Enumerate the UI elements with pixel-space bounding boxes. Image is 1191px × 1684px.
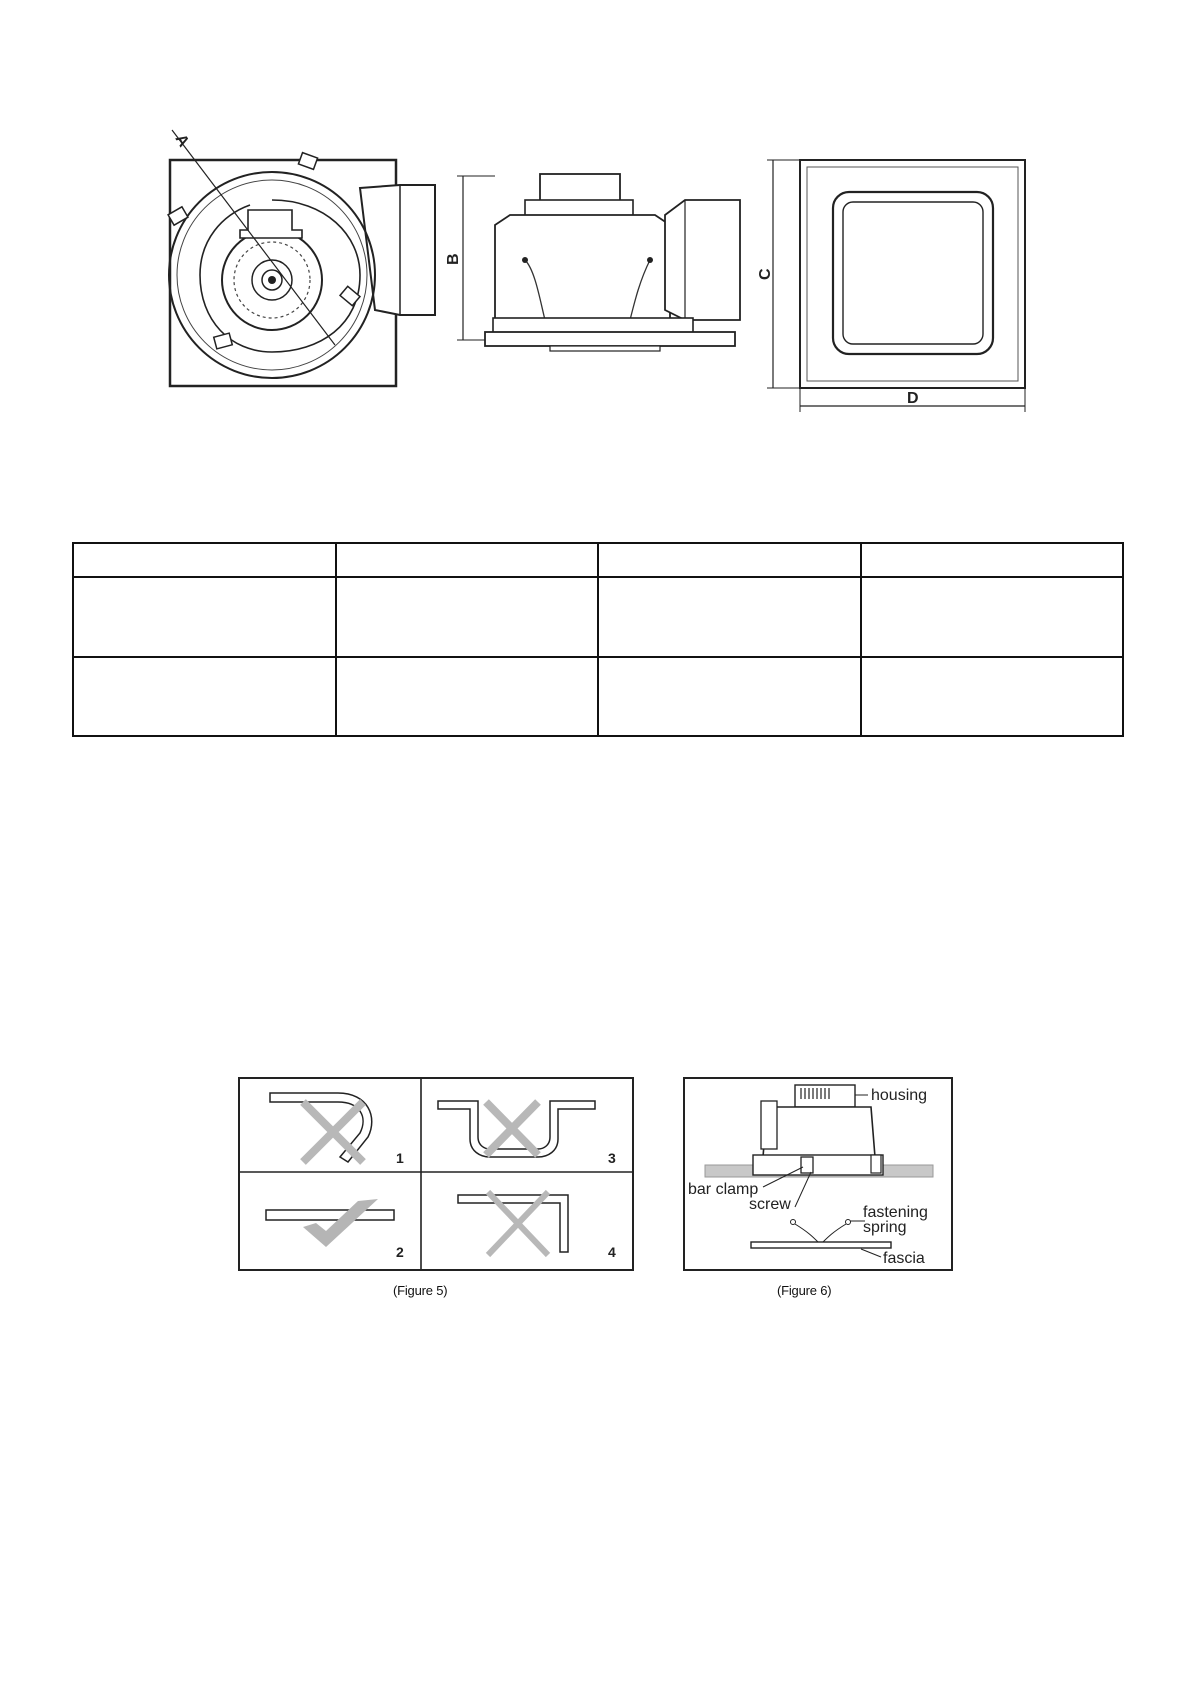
table-cell xyxy=(73,543,336,577)
table-cell xyxy=(336,543,599,577)
fan-front-view-drawing xyxy=(757,150,1040,420)
figure-6-caption: (Figure 6) xyxy=(777,1283,832,1298)
table-cell xyxy=(861,543,1124,577)
dimension-label-a: A xyxy=(171,131,193,151)
label-fastening: fastening xyxy=(863,1204,928,1221)
table-row xyxy=(73,543,1123,577)
table-cell xyxy=(336,577,599,657)
figure-5-duct-diagram xyxy=(238,1077,634,1271)
label-fascia: fascia xyxy=(883,1250,925,1267)
dimension-label-b: B xyxy=(445,253,462,265)
table-cell xyxy=(598,543,861,577)
table-row xyxy=(73,577,1123,657)
table-cell xyxy=(598,657,861,736)
figure-5-caption: (Figure 5) xyxy=(393,1283,448,1298)
dimension-label-d: D xyxy=(907,390,919,407)
dimension-label-c: C xyxy=(757,268,774,280)
table-cell xyxy=(598,577,861,657)
panel-number: 1 xyxy=(396,1150,404,1166)
table-cell xyxy=(73,657,336,736)
fan-top-view-drawing xyxy=(160,130,440,400)
panel-number: 4 xyxy=(608,1244,616,1260)
table-row xyxy=(73,657,1123,736)
panel-number: 3 xyxy=(608,1150,616,1166)
table-cell xyxy=(861,577,1124,657)
label-bar-clamp: bar clamp xyxy=(688,1181,759,1198)
label-screw: screw xyxy=(749,1196,791,1213)
dimension-table xyxy=(72,542,1124,737)
panel-number: 2 xyxy=(396,1244,404,1260)
label-spring: spring xyxy=(863,1219,907,1236)
table-cell xyxy=(336,657,599,736)
table-cell xyxy=(73,577,336,657)
fan-side-view-drawing xyxy=(445,170,745,370)
label-housing: housing xyxy=(871,1087,928,1104)
figure-6-installation-diagram xyxy=(683,1077,953,1271)
table-cell xyxy=(861,657,1124,736)
